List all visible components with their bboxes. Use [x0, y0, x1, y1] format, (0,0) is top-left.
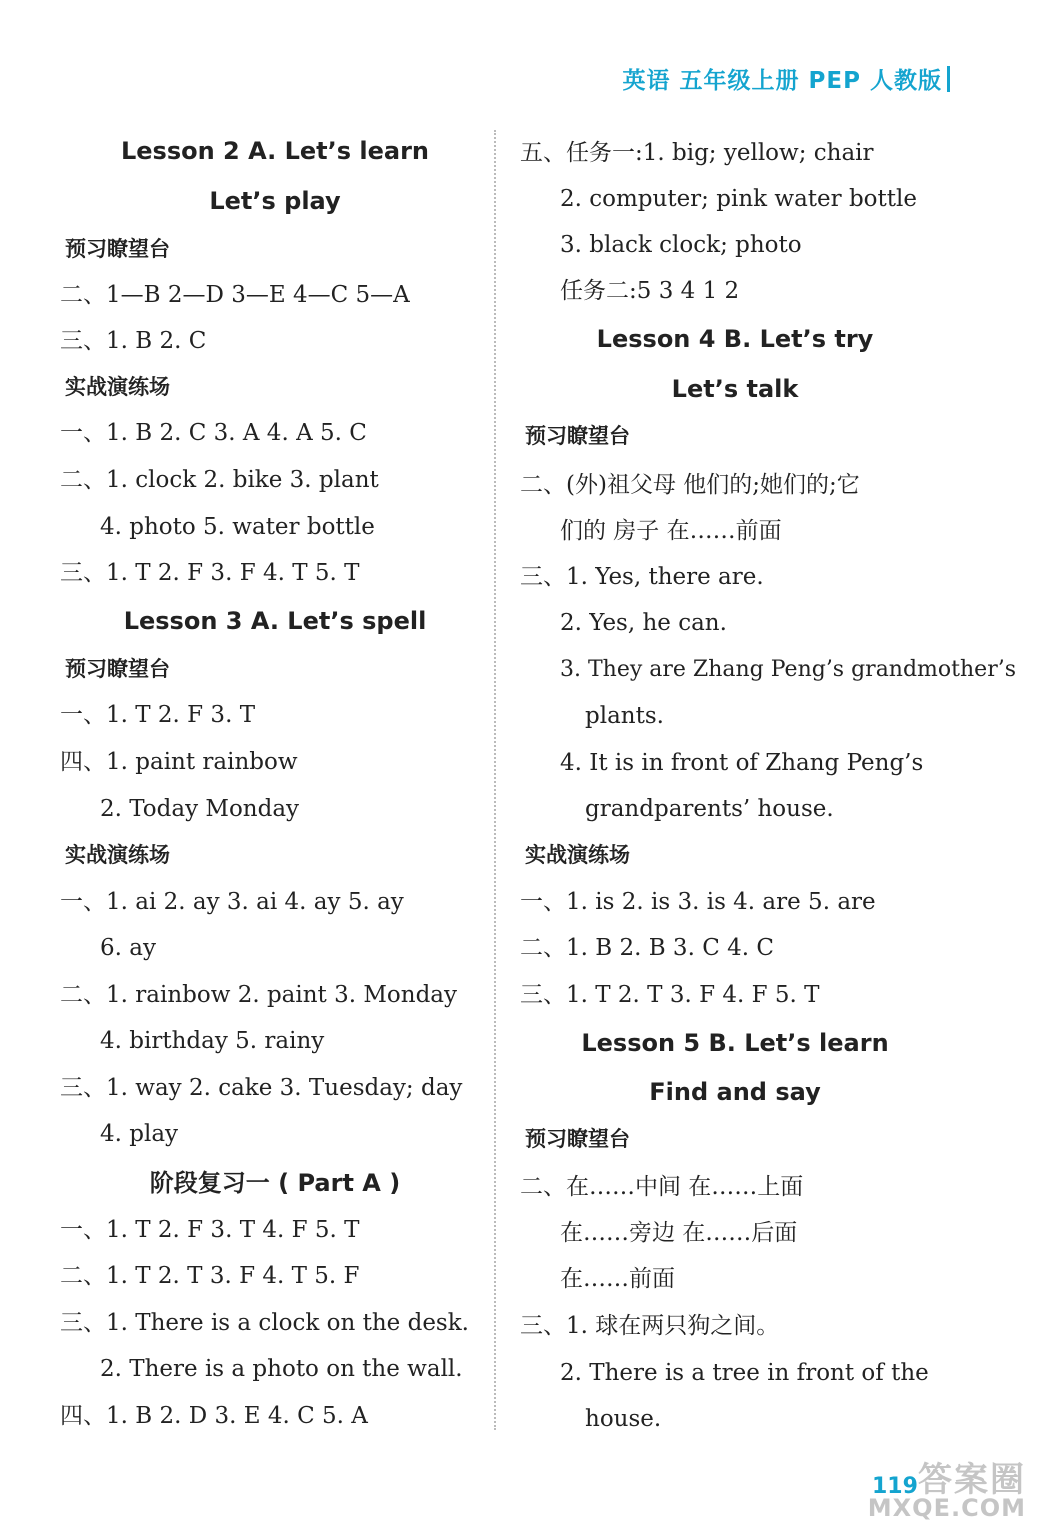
answer-line: 在……前面: [560, 1266, 675, 1292]
section-heading-preview: 预习瞭望台: [525, 1127, 630, 1151]
answer-line: 一、1. B 2. C 3. A 4. A 5. C: [60, 420, 367, 446]
answer-line: 二、1—B 2—D 3—E 4—C 5—A: [60, 282, 410, 308]
answer-line: 四、1. B 2. D 3. E 4. C 5. A: [60, 1403, 368, 1429]
answer-line: 4. birthday 5. rainy: [100, 1028, 325, 1054]
section-heading-practice: 实战演练场: [65, 375, 170, 399]
section-heading-practice: 实战演练场: [525, 843, 630, 867]
lesson5-subtitle: Find and say: [649, 1078, 821, 1106]
answer-line: 五、任务一:1. big; yellow; chair: [520, 140, 874, 166]
answer-line: 2. Today Monday: [100, 796, 300, 822]
watermark-text: 答案圈: [918, 1460, 1026, 1500]
answer-line: 2. There is a tree in front of the: [560, 1360, 929, 1386]
section-heading-preview: 预习瞭望台: [65, 657, 170, 681]
answer-line: 4. It is in front of Zhang Peng’s: [560, 750, 924, 776]
answer-line: 一、1. T 2. F 3. T: [60, 702, 256, 728]
answer-line: 一、1. T 2. F 3. T 4. F 5. T: [60, 1217, 360, 1243]
answer-line: 四、1. paint rainbow: [60, 749, 298, 775]
answer-line: 2. There is a photo on the wall.: [100, 1356, 463, 1382]
answer-line: 3. They are Zhang Peng’s grandmother’s: [560, 657, 1016, 682]
header-accent-bar: [947, 66, 950, 92]
answer-line: 在……旁边 在……后面: [560, 1220, 798, 1246]
answer-line: 们的 房子 在……前面: [560, 518, 782, 544]
answer-line: 二、在……中间 在……上面: [520, 1174, 804, 1200]
answer-line: 4. play: [100, 1121, 179, 1147]
answer-line: 三、1. B 2. C: [60, 328, 207, 354]
answer-line: grandparents’ house.: [585, 796, 834, 822]
lesson3-title: Lesson 3 A. Let’s spell: [123, 607, 427, 635]
answer-line: 4. photo 5. water bottle: [100, 514, 375, 540]
answer-line: 2. computer; pink water bottle: [560, 186, 917, 212]
lesson2-title: Lesson 2 A. Let’s learn: [120, 137, 430, 165]
answer-line: plants.: [585, 703, 664, 729]
column-divider: [494, 130, 496, 1430]
page-header: 英语 五年级上册 PEP 人教版: [622, 68, 942, 94]
answer-line: 三、1. 球在两只狗之间。: [520, 1313, 780, 1339]
answer-line: 三、1. Yes, there are.: [520, 564, 764, 590]
answer-line: 2. Yes, he can.: [560, 610, 727, 636]
answer-line: 一、1. ai 2. ay 3. ai 4. ay 5. ay: [60, 889, 404, 915]
answer-line: 二、1. clock 2. bike 3. plant: [60, 467, 379, 493]
page-number: 119: [872, 1474, 918, 1499]
answer-line: house.: [585, 1406, 662, 1432]
lesson2-subtitle: Let’s play: [209, 187, 341, 215]
section-heading-preview: 预习瞭望台: [65, 237, 170, 261]
answer-line: 二、1. B 2. B 3. C 4. C: [520, 935, 774, 961]
answer-line: 任务二:5 3 4 1 2: [560, 278, 740, 304]
answer-line: 3. black clock; photo: [560, 232, 802, 258]
section-heading-preview: 预习瞭望台: [525, 424, 630, 448]
answer-line: 三、1. There is a clock on the desk.: [60, 1310, 469, 1336]
answer-line: 三、1. T 2. F 3. F 4. T 5. T: [60, 560, 360, 586]
answer-line: 二、(外)祖父母 他们的;她们的;它: [520, 472, 860, 498]
watermark-url: MXQE.COM: [867, 1494, 1026, 1522]
section-heading-practice: 实战演练场: [65, 843, 170, 867]
lesson5-title: Lesson 5 B. Let’s learn: [581, 1029, 889, 1057]
watermark-logo: [867, 1452, 1030, 1522]
lesson4-subtitle: Let’s talk: [671, 375, 799, 403]
review-title: 阶段复习一 ( Part A ): [149, 1169, 401, 1197]
answer-line: 二、1. T 2. T 3. F 4. T 5. F: [60, 1263, 360, 1289]
answer-line: 三、1. way 2. cake 3. Tuesday; day: [60, 1075, 463, 1101]
lesson4-title: Lesson 4 B. Let’s try: [596, 325, 874, 353]
answer-line: 三、1. T 2. T 3. F 4. F 5. T: [520, 982, 820, 1008]
answer-line: 6. ay: [100, 935, 156, 961]
answer-line: 一、1. is 2. is 3. is 4. are 5. are: [520, 889, 876, 915]
answer-line: 二、1. rainbow 2. paint 3. Monday: [60, 982, 458, 1008]
